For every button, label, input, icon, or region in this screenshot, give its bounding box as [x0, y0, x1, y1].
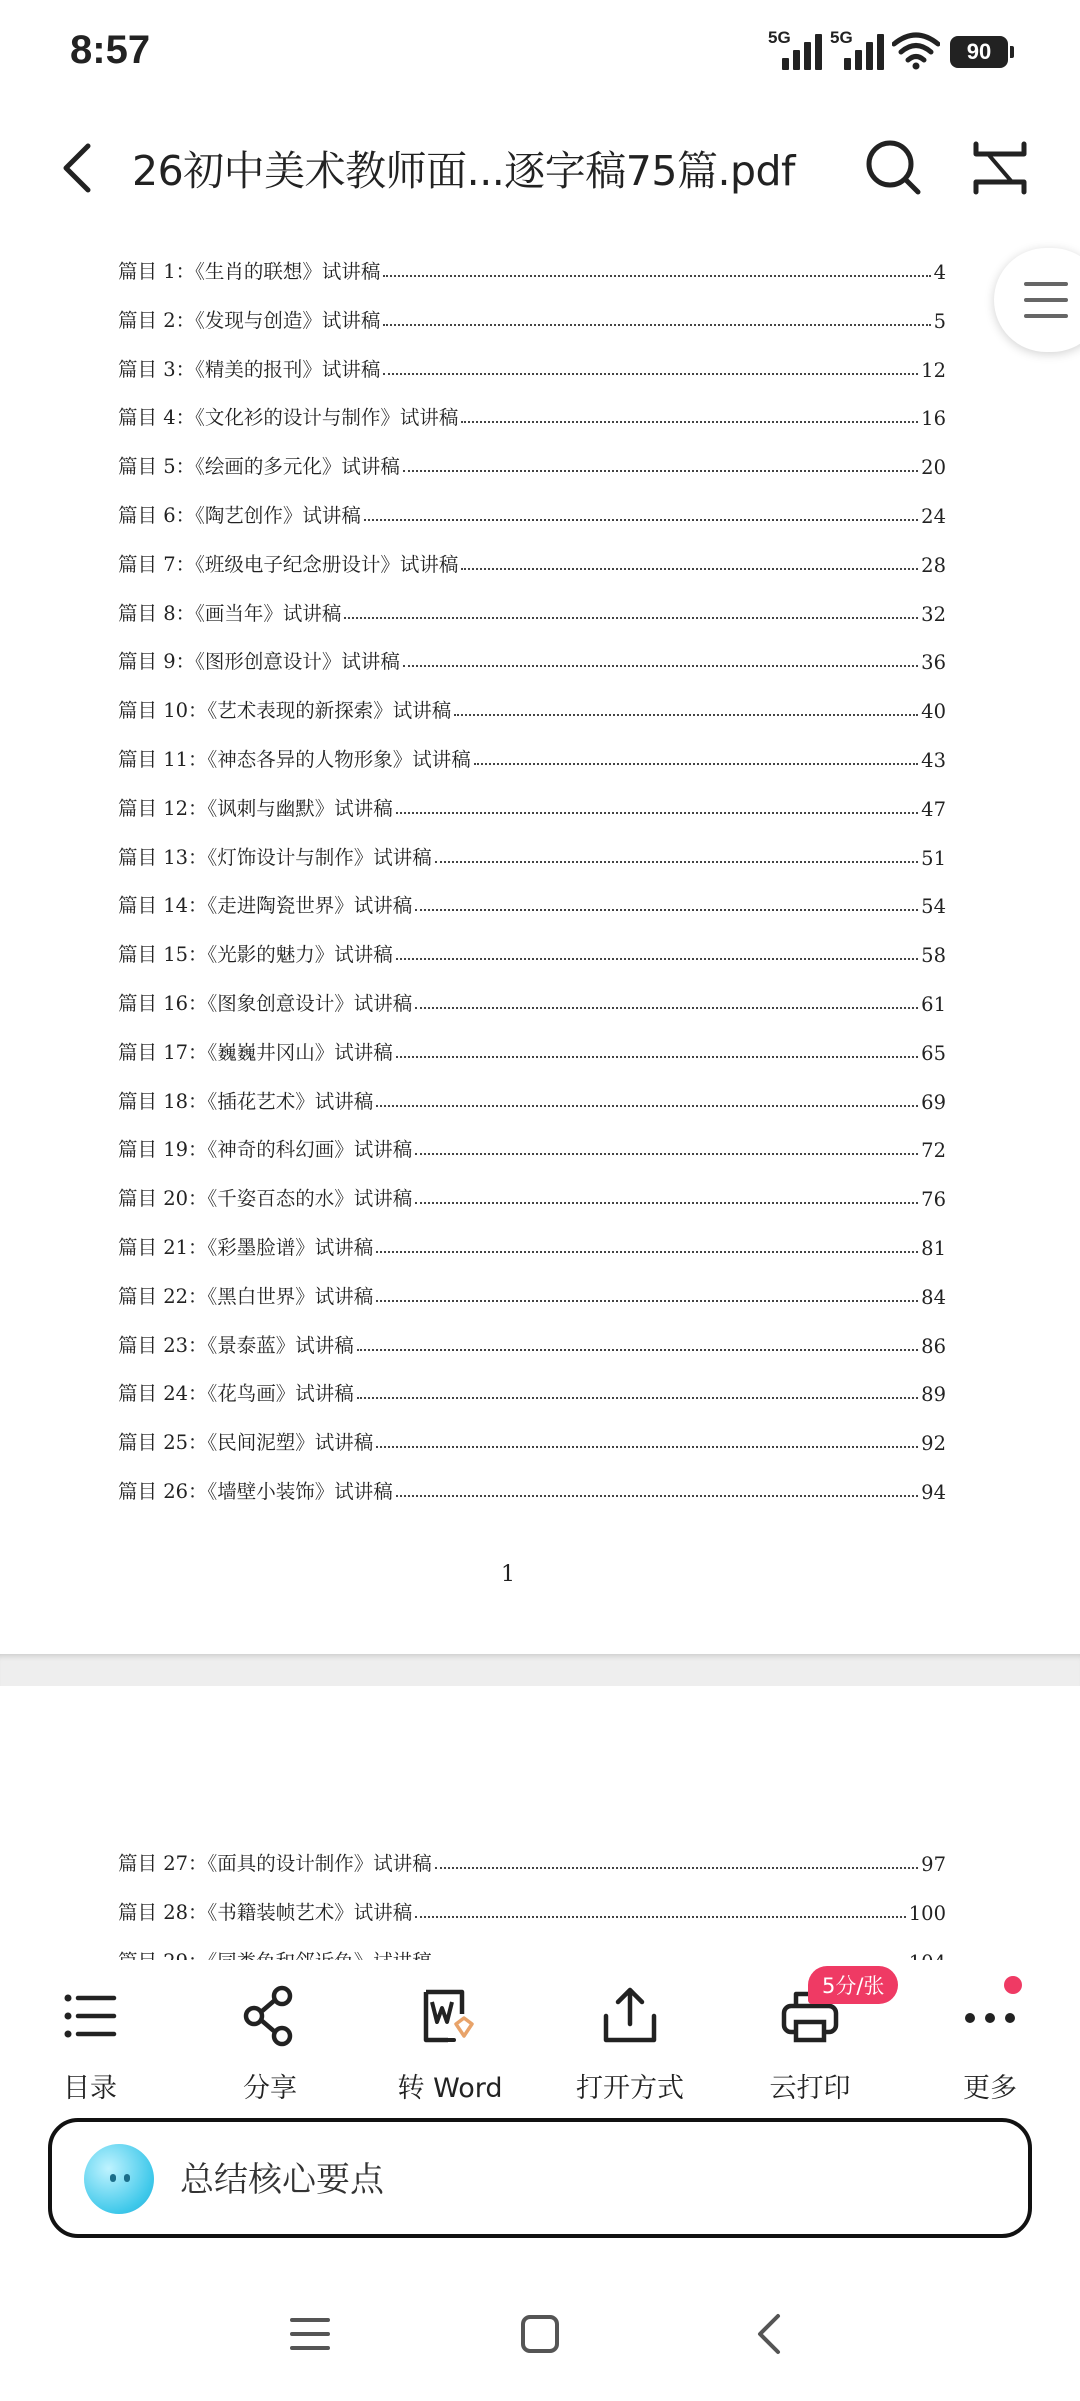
toc-entry-page: 36 [921, 651, 946, 675]
toc-entry-page: 51 [921, 846, 946, 870]
toc-entry-title: 篇目 2：《发现与创造》试讲稿 [118, 308, 381, 332]
toc-entry-page: 61 [921, 993, 946, 1016]
ai-summary-button[interactable] [48, 2118, 1032, 2238]
toolbar-cloud-print-label: 云打印 [769, 2073, 851, 2104]
toolbar-more-label: 更多 [963, 2073, 1017, 2104]
bottom-toolbar [0, 1960, 1080, 2110]
toc-leader-dots [376, 1251, 918, 1253]
toc-leader-dots [435, 861, 918, 863]
toc-entry-page: 40 [921, 700, 946, 724]
list-icon [58, 1984, 122, 2048]
toc-leader-dots [415, 1202, 918, 1204]
toc-entry-title: 篇目 9：《图形创意设计》试讲稿 [118, 650, 400, 674]
toc-entry-page: 69 [921, 1090, 946, 1114]
toc-entry-title: 篇目 14：《走进陶瓷世界》试讲稿 [118, 894, 413, 918]
system-nav-bar [0, 2280, 1080, 2401]
toc-leader-dots [461, 568, 918, 570]
wifi-icon [892, 32, 940, 70]
toc-leader-dots [396, 958, 918, 960]
toc-leader-dots [461, 421, 918, 423]
toc-entry-title: 篇目 17：《巍巍井冈山》试讲稿 [118, 1040, 393, 1064]
toc-entry[interactable] [118, 1122, 946, 1162]
toc-entry-page: 72 [921, 1139, 946, 1163]
toc-entry[interactable] [118, 293, 946, 333]
clock: 8:57 [70, 28, 151, 72]
toc-entry-page: 5 [933, 309, 946, 333]
toc-entry-title: 篇目 21：《彩墨脸谱》试讲稿 [118, 1236, 374, 1259]
page-number: 1 [501, 1562, 515, 1587]
toc-entry[interactable] [118, 927, 946, 967]
network-type-2: 5G [830, 28, 853, 47]
toolbar-contents-label: 目录 [63, 2073, 117, 2104]
home-icon[interactable] [518, 2312, 562, 2356]
toc-leader-dots [376, 1300, 918, 1302]
toc-entry-title: 篇目 28：《书籍装帧艺术》试讲稿 [118, 1900, 413, 1924]
toc-entry-page: 86 [921, 1334, 946, 1358]
toc-entry-page: 89 [921, 1383, 946, 1407]
toc-entry[interactable] [118, 1366, 946, 1406]
toc-entry-title: 篇目 4：《文化衫的设计与制作》试讲稿 [118, 406, 459, 430]
toc-entry-page: 58 [921, 944, 946, 968]
toc-leader-dots [415, 1916, 906, 1918]
toc-entry-page: 81 [921, 1237, 946, 1260]
toc-entry[interactable] [118, 683, 946, 723]
toc-entry[interactable] [118, 488, 946, 528]
toc-leader-dots [357, 1349, 918, 1351]
back-nav-icon[interactable] [748, 2312, 792, 2356]
toc-entry-page: 16 [921, 407, 946, 431]
toc-entry[interactable] [118, 830, 946, 870]
toc-entry-page: 100 [908, 1901, 946, 1925]
toc-entry-title: 篇目 20：《千姿百态的水》试讲稿 [118, 1187, 413, 1211]
toc-entry-page: 12 [921, 358, 946, 382]
menu-lines-icon [1022, 278, 1070, 322]
document-header [0, 110, 1080, 222]
toc-entry-page: 94 [921, 1481, 946, 1504]
toc-entry-title: 篇目 6：《陶艺创作》试讲稿 [118, 504, 361, 527]
toc-entry[interactable] [118, 586, 946, 626]
toc-entry-page: 43 [921, 749, 946, 772]
page-divider [0, 1654, 1080, 1686]
toc-entry[interactable] [118, 878, 946, 918]
toolbar-word-label: 转 Word [397, 2073, 503, 2104]
notification-dot [1004, 1976, 1022, 1994]
toolbar-open-with-button[interactable] [550, 1974, 710, 2104]
toolbar-word-button[interactable] [370, 1974, 530, 2104]
toc-leader-dots [415, 1007, 918, 1009]
toc-entry[interactable] [118, 342, 946, 382]
pdf-page-2[interactable] [0, 1686, 1080, 1986]
toc-entry[interactable] [118, 439, 946, 479]
toc-entry-title: 篇目 3：《精美的报刊》试讲稿 [118, 357, 381, 381]
toc-entry[interactable] [118, 1171, 946, 1211]
toc-leader-dots [383, 275, 930, 277]
toc-entry-title: 篇目 27：《面具的设计制作》试讲稿 [118, 1852, 432, 1875]
pdf-page-1[interactable] [0, 222, 1080, 1654]
ai-summary-label: 总结核心要点 [180, 2160, 384, 2200]
toc-leader-dots [415, 1153, 918, 1155]
expand-icon[interactable] [970, 138, 1030, 198]
toc-leader-dots [376, 1446, 918, 1448]
toc-entry[interactable] [118, 1220, 946, 1260]
toc-entry-title: 篇目 23：《景泰蓝》试讲稿 [118, 1333, 354, 1357]
toolbar-more-button[interactable] [910, 1974, 1070, 2104]
toc-leader-dots [383, 373, 918, 375]
print-price-badge: 5分/张 [808, 1966, 898, 2004]
toc-entry-page: 84 [921, 1285, 946, 1309]
toc-entry-title: 篇目 5：《绘画的多元化》试讲稿 [118, 455, 400, 479]
toolbar-share-label: 分享 [243, 2073, 297, 2104]
battery-indicator: 90 [950, 36, 1008, 68]
toc-entry[interactable] [118, 732, 946, 772]
toc-leader-dots [396, 1495, 918, 1497]
toc-leader-dots [383, 324, 930, 326]
toc-leader-dots [454, 714, 918, 716]
toc-leader-dots [344, 617, 918, 619]
share-icon [238, 1984, 302, 2048]
toc-entry-page: 92 [921, 1432, 946, 1456]
toc-entry[interactable] [118, 1836, 946, 1876]
toc-leader-dots [435, 1867, 918, 1869]
toc-leader-dots [474, 763, 918, 765]
toc-entry[interactable] [118, 537, 946, 577]
word-convert-icon [418, 1984, 482, 2048]
toc-entry[interactable] [118, 1464, 946, 1504]
network-type-1: 5G [768, 28, 791, 47]
toc-entry-title: 篇目 19：《神奇的科幻画》试讲稿 [118, 1138, 413, 1162]
toc-entry[interactable] [118, 781, 946, 821]
toolbar-contents-button[interactable] [10, 1974, 170, 2104]
toc-leader-dots [403, 665, 918, 667]
toc-entry[interactable] [118, 1885, 946, 1925]
toc-entry-page: 32 [921, 602, 946, 626]
toc-entry[interactable] [118, 1318, 946, 1358]
toc-entry[interactable] [118, 976, 946, 1016]
toc-entry-title: 篇目 24：《花鸟画》试讲稿 [118, 1382, 354, 1406]
search-icon[interactable] [862, 136, 924, 198]
toc-entry-title: 篇目 8：《画当年》试讲稿 [118, 601, 342, 625]
toc-entry[interactable] [118, 1025, 946, 1065]
toc-leader-dots [376, 1105, 918, 1107]
toc-entry[interactable] [118, 244, 946, 284]
signal-icon-2 [830, 30, 892, 70]
toc-entry-title: 篇目 25：《民间泥塑》试讲稿 [118, 1431, 374, 1455]
toc-entry-page: 20 [921, 456, 946, 480]
toc-entry-title: 篇目 18：《插花艺术》试讲稿 [118, 1089, 374, 1113]
toc-leader-dots [357, 1397, 918, 1399]
toc-entry-title: 篇目 16：《图象创意设计》试讲稿 [118, 992, 413, 1015]
toc-entry-title: 篇目 7：《班级电子纪念册设计》试讲稿 [118, 552, 459, 576]
toc-leader-dots [403, 470, 918, 472]
toc-entry-title: 篇目 13：《灯饰设计与制作》试讲稿 [118, 845, 432, 869]
recents-icon[interactable] [288, 2312, 332, 2356]
back-icon[interactable] [52, 140, 108, 196]
status-bar [0, 0, 1080, 110]
toc-entry-page: 76 [921, 1188, 946, 1212]
toc-entry-title: 篇目 12：《讽刺与幽默》试讲稿 [118, 796, 393, 820]
toc-entry-page: 24 [921, 505, 946, 528]
toc-entry[interactable] [118, 1074, 946, 1114]
toc-entry-title: 篇目 11：《神态各异的人物形象》试讲稿 [118, 748, 471, 771]
toc-entry[interactable] [118, 1269, 946, 1309]
toc-entry[interactable] [118, 634, 946, 674]
toc-entry[interactable] [118, 1415, 946, 1455]
toc-entry-title: 篇目 26：《墙壁小装饰》试讲稿 [118, 1480, 393, 1503]
toc-entry-title: 篇目 15：《光影的魅力》试讲稿 [118, 943, 393, 967]
toc-entry-page: 65 [921, 1041, 946, 1065]
toc-entry-page: 4 [933, 261, 946, 284]
toc-entry-page: 97 [921, 1853, 946, 1876]
toc-entry[interactable] [118, 390, 946, 430]
toc-entry-page: 54 [921, 895, 946, 919]
signal-icon-1 [768, 30, 830, 70]
toc-entry-title: 篇目 10：《艺术表现的新探索》试讲稿 [118, 699, 452, 723]
toolbar-open-with-label: 打开方式 [576, 2073, 684, 2104]
toc-leader-dots [396, 812, 918, 814]
toc-entry-title: 篇目 22：《黑白世界》试讲稿 [118, 1284, 374, 1308]
toc-leader-dots [364, 519, 918, 521]
toc-leader-dots [396, 1056, 918, 1058]
toc-entry-page: 28 [921, 553, 946, 577]
upload-icon [598, 1984, 662, 2048]
toolbar-share-button[interactable] [190, 1974, 350, 2104]
toc-entry-title: 篇目 1：《生肖的联想》试讲稿 [118, 260, 381, 283]
document-title: 26初中美术教师面...逐字稿75篇.pdf [132, 147, 795, 195]
toc-leader-dots [415, 909, 918, 911]
toc-entry-page: 47 [921, 797, 946, 821]
assistant-avatar-icon [84, 2144, 154, 2214]
